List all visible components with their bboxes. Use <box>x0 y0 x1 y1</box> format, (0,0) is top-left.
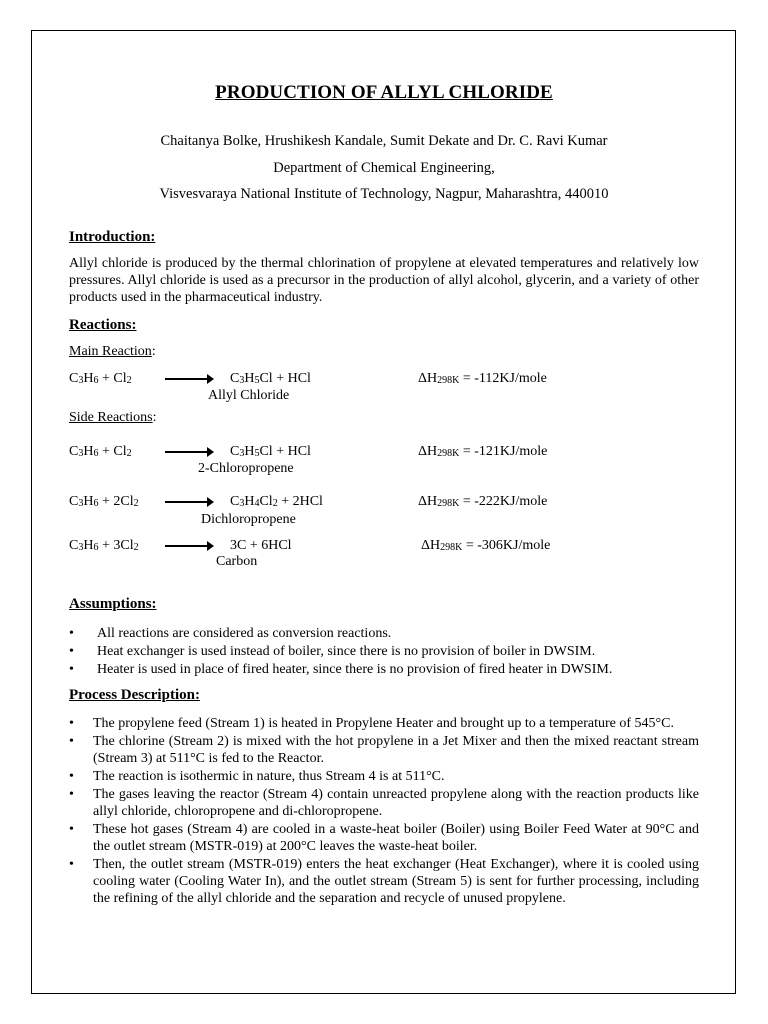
assumptions-list <box>69 625 699 679</box>
bullet-icon: • <box>69 662 74 677</box>
authors: Chaitanya Bolke, Hrushikesh Kandale, Sumit Dekate and Dr. C. Ravi Kumar <box>160 133 608 149</box>
reaction-2-product: 2-Chloropropene <box>198 461 294 476</box>
department: Department of Chemical Engineering, <box>273 160 495 176</box>
reaction-3-product: Dichloropropene <box>201 512 296 527</box>
bullet-icon: • <box>69 857 74 872</box>
bullet-icon: • <box>69 822 74 837</box>
reactions-heading: Reactions: <box>69 317 137 333</box>
list-item: • Heat exchanger is used instead of boiler, since there is no provision of boiler in DWSIM. <box>69 644 596 659</box>
list-item: • Heater is used in place of fired heater, since there is no provision of fired heater in DWSIM. <box>69 662 613 677</box>
reaction-1-product: Allyl Chloride <box>208 388 290 403</box>
reaction-1-enthalpy: ΔH298K = -112KJ/mole <box>418 371 547 386</box>
list-item: • These hot gases (Stream 4) are cooled in a waste-heat boiler (Boiler) using Boiler Feed Water at 90°C and the outlet stream (MSTR-019) at 200°C leaves the waste-heat boiler. <box>69 822 699 854</box>
process-list <box>69 715 699 908</box>
reaction-4-enthalpy: ΔH298K = -306KJ/mole <box>421 538 551 553</box>
reaction-1-lhs: C3H6 + Cl2 <box>69 371 132 386</box>
reaction-3-lhs: C3H6 + 2Cl2 <box>69 494 139 509</box>
reaction-3-enthalpy: ΔH298K = -222KJ/mole <box>418 494 548 509</box>
introduction-heading: Introduction: <box>69 229 156 245</box>
reaction-arrow-icon <box>165 501 208 503</box>
list-item: • The reaction is isothermic in nature, thus Stream 4 is at 511°C. <box>69 769 445 784</box>
reaction-2-lhs: C3H6 + Cl2 <box>69 444 132 459</box>
bullet-icon: • <box>69 787 74 802</box>
assumptions-heading: Assumptions: <box>69 596 157 612</box>
reaction-2-enthalpy: ΔH298K = -121KJ/mole <box>418 444 548 459</box>
list-item: • Then, the outlet stream (MSTR-019) enters the heat exchanger (Heat Exchanger), where it is cooled using cooling water (Cooling Water In), and the outlet stream (Stream 5) is sent for further processing, including the refining of the allyl chloride and the separation and recycle of unused propylene. <box>69 857 699 906</box>
document-title: PRODUCTION OF ALLYL CHLORIDE <box>215 82 553 103</box>
introduction-text: Allyl chloride is produced by the thermal chlorination of propylene at elevated temperatures and relatively low pressures. Allyl chloride is used as a precursor in the production of allyl alcohol, glycerin, and a variety of other products used in the pharmaceutical industry. <box>69 256 699 305</box>
list-item: • The gases leaving the reactor (Stream 4) contain unreacted propylene along with the reaction products like allyl chloride, chloropropene and di-chloropropene. <box>69 787 699 819</box>
reaction-3-rhs: C3H4Cl2 + 2HCl <box>230 494 323 509</box>
bullet-icon: • <box>69 734 74 749</box>
list-item: • The chlorine (Stream 2) is mixed with the hot propylene in a Jet Mixer and then the mixed reactant stream (Stream 3) at 511°C is fed to the Reactor. <box>69 734 699 766</box>
reaction-4-rhs: 3C + 6HCl <box>230 538 292 553</box>
institute: Visvesvaraya National Institute of Technology, Nagpur, Maharashtra, 440010 <box>159 186 609 202</box>
side-reactions-label: Side Reactions: <box>69 410 157 425</box>
list-item: • The propylene feed (Stream 1) is heated in Propylene Heater and brought up to a temperature of 545°C. <box>69 716 674 731</box>
bullet-icon: • <box>69 644 74 659</box>
reaction-arrow-icon <box>165 451 208 453</box>
reaction-arrow-icon <box>165 545 208 547</box>
reaction-arrow-icon <box>165 378 208 380</box>
process-description-heading: Process Description: <box>69 687 200 703</box>
bullet-icon: • <box>69 716 74 731</box>
bullet-icon: • <box>69 626 74 641</box>
main-reaction-label: Main Reaction: <box>69 344 156 359</box>
list-item: • All reactions are considered as conversion reactions. <box>69 626 392 641</box>
reaction-1-rhs: C3H5Cl + HCl <box>230 371 311 386</box>
reaction-4-product: Carbon <box>216 554 258 569</box>
bullet-icon: • <box>69 769 74 784</box>
reaction-2-rhs: C3H5Cl + HCl <box>230 444 311 459</box>
reaction-4-lhs: C3H6 + 3Cl2 <box>69 538 139 553</box>
